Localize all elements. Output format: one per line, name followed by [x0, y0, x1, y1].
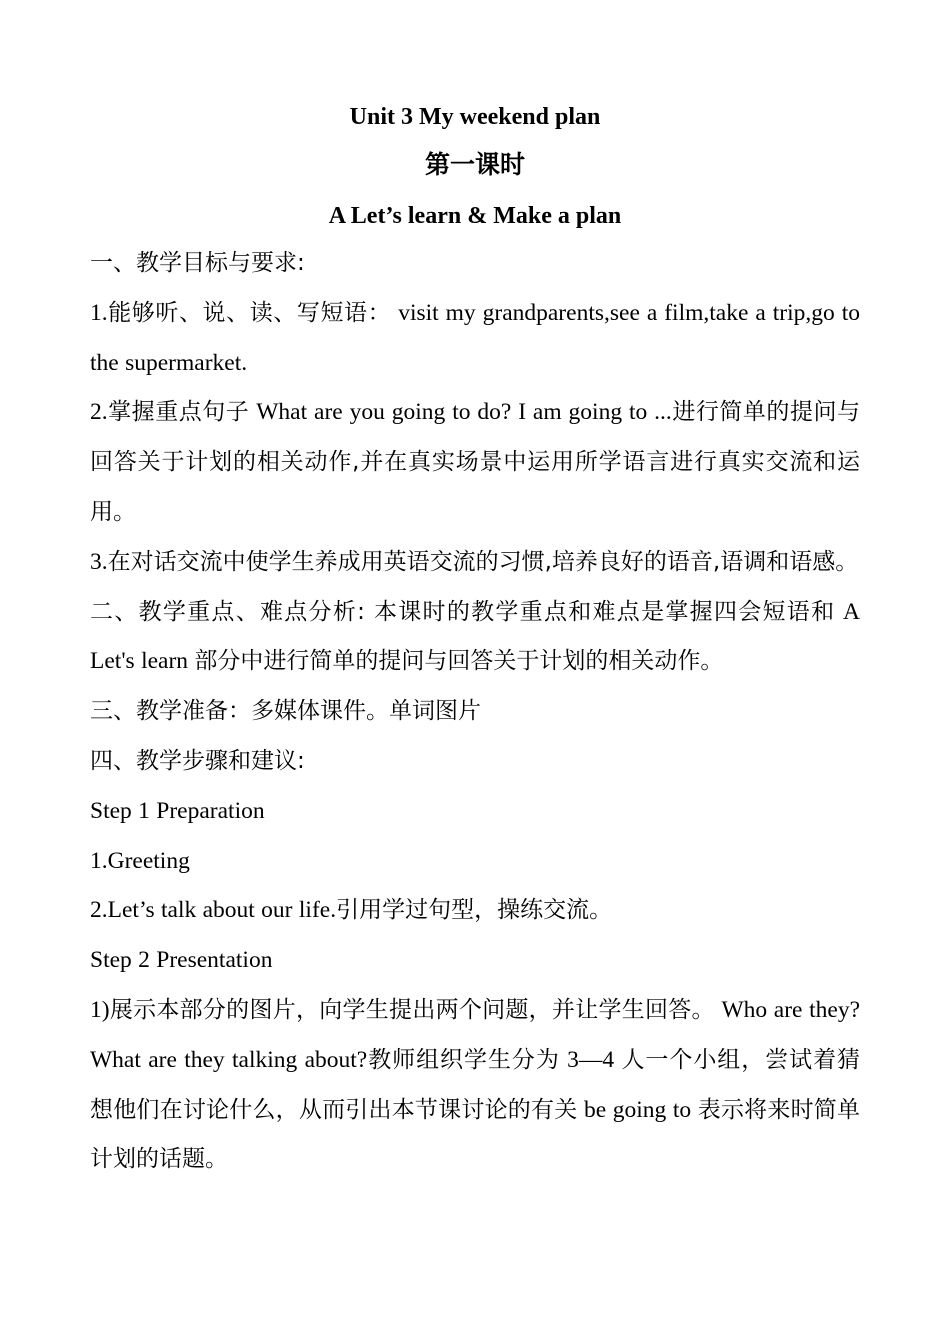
goal-1-number: 1. — [90, 299, 108, 326]
goal-3-cn: 在对话交流中使学生养成用英语交流的习惯,培养良好的语音,语调和语感。 — [107, 548, 859, 575]
section-3 — [90, 687, 860, 737]
step-1-item-2-cn: 引用学过句型，操练交流。 — [336, 897, 613, 924]
presentation-item-1-cn-b: 教师组织学生分为 — [367, 1046, 560, 1073]
presentation-item-1 — [90, 986, 860, 1185]
step-2-heading: Step 2 Presentation — [90, 947, 273, 974]
section-2-cn-a: 本课时的教学重点和难点是掌握四会短语和 — [364, 598, 836, 625]
section-1-heading-text: 一、教学目标与要求: — [90, 250, 305, 276]
step-1-item-2-en: 2.Let’s talk about our life. — [90, 897, 337, 924]
step-1-item-1: 1.Greeting — [90, 847, 190, 874]
lesson-title: 第一课时 — [424, 150, 525, 179]
goal-2-cn-b: 进行简单的提问与回答关于计划的相关动作,并在真实场景中运用所学语言进行真实交流和运用。 — [90, 399, 861, 525]
section-1-heading — [90, 239, 860, 289]
goal-3-number: 3. — [90, 548, 108, 575]
lesson-subtitle: A Let’s learn & Make a plan — [328, 203, 622, 229]
section-2-heading: 二、教学重点、难点分析: — [90, 598, 365, 625]
goal-2 — [90, 388, 860, 537]
presentation-item-1-en-b: 3—4 — [559, 1046, 622, 1073]
presentation-item-1-en-a: Who are they? What are they talking about? — [90, 996, 860, 1073]
goal-2-cn-a: 掌握重点句子 — [107, 399, 250, 426]
presentation-item-1-cn-a: 展示本部分的图片，向学生提出两个问题，并让学生回答。 — [109, 996, 715, 1023]
section-4-heading — [90, 737, 860, 787]
goal-2-number: 2. — [90, 399, 108, 426]
goal-1-cn: 能够听、说、读、写短语： — [107, 299, 392, 326]
section-4-heading-text: 四、教学步骤和建议: — [90, 747, 305, 774]
section-2 — [90, 588, 860, 688]
presentation-item-1-cn-d: 表示将来时简单计划的话题。 — [90, 1096, 860, 1173]
goal-1 — [90, 289, 860, 389]
section-3-text: 三、教学准备：多媒体课件。单词图片 — [90, 698, 481, 725]
step-1-item-2 — [90, 886, 860, 936]
goal-1-en: visit my grandparents,see a film,take a trip,go to the supermarket. — [90, 299, 860, 376]
section-2-cn-b: 部分中进行简单的提问与回答关于计划的相关动作。 — [194, 648, 724, 675]
presentation-item-1-en-c: be going to — [577, 1096, 698, 1123]
presentation-item-1-number: 1) — [90, 996, 110, 1023]
presentation-item-1-cn-c: 人一个小组，尝试着猜想他们在讨论什么，从而引出本节课讨论的有关 — [90, 1046, 861, 1123]
goal-3 — [90, 538, 860, 588]
unit-title: Unit 3 My weekend plan — [349, 104, 601, 130]
step-1-heading: Step 1 Preparation — [90, 797, 265, 824]
document-page — [90, 97, 860, 1185]
goal-2-en: What are you going to do? I am going to ... — [249, 399, 672, 426]
section-2-en: A Let's learn — [90, 598, 861, 675]
